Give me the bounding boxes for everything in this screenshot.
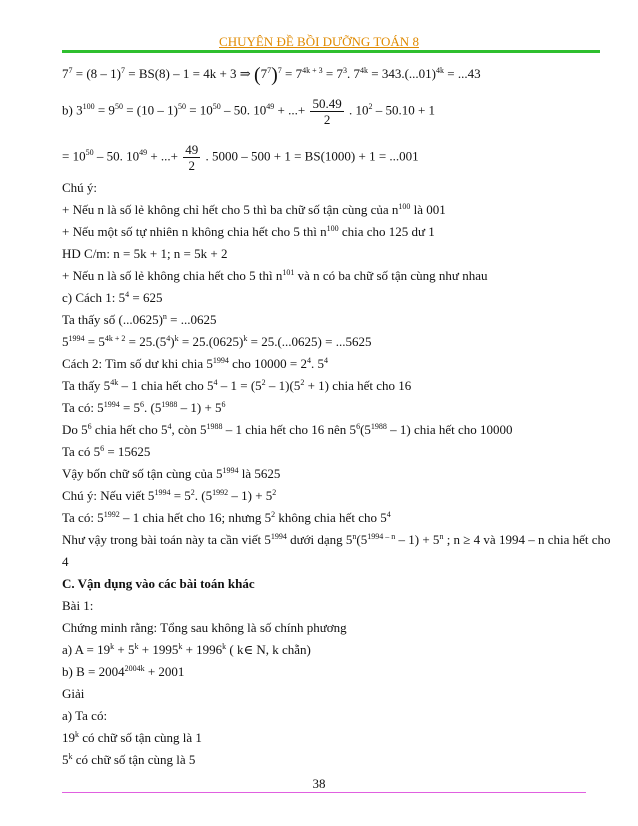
line-15 bbox=[62, 422, 513, 440]
sup: 6 bbox=[87, 422, 92, 431]
sup: 7 bbox=[277, 66, 282, 75]
line-9 bbox=[62, 290, 163, 308]
sup: 7 bbox=[121, 66, 125, 75]
text: ; n ≥ 4 và 1994 – n chia hết cho bbox=[443, 532, 611, 547]
text: + Nếu n là số lẻ không chỉ hết cho 5 thì ba chữ số tận cùng của n bbox=[62, 202, 399, 217]
sup: k bbox=[222, 642, 227, 651]
sup: 1994 bbox=[103, 400, 120, 409]
fraction bbox=[183, 142, 200, 173]
sup: 6 bbox=[140, 400, 145, 409]
sup: 100 bbox=[326, 224, 339, 233]
sup: k bbox=[134, 642, 139, 651]
sup: n bbox=[162, 312, 167, 321]
line-28: a) Ta có: bbox=[62, 708, 108, 723]
text: = 5 bbox=[170, 488, 191, 503]
sup: 50 bbox=[114, 102, 123, 112]
text: 7 bbox=[62, 66, 69, 81]
text: , còn 5 bbox=[171, 422, 207, 437]
sup: 4k + 3 bbox=[302, 66, 323, 75]
sup: 2 bbox=[368, 102, 373, 112]
fraction-numerator: 50.49 bbox=[312, 96, 342, 111]
sup: 2 bbox=[261, 378, 266, 387]
paren-open: ( bbox=[253, 64, 261, 86]
text: Cách 2: Tìm số dư khi chia 5 bbox=[62, 356, 213, 371]
text: – 50. 10 bbox=[93, 148, 140, 164]
sup: 6 bbox=[100, 444, 105, 453]
text: Chú ý: Nếu viết 5 bbox=[62, 488, 155, 503]
text: Ta thấy 5 bbox=[62, 378, 111, 393]
text: chia hết cho 5 bbox=[91, 422, 168, 437]
text: = BS(8) – 1 = 4k + 3 ⇒ bbox=[125, 66, 254, 81]
text: và n có ba chữ số tận cùng như nhau bbox=[294, 268, 488, 283]
sup: 4 bbox=[167, 422, 172, 431]
text: – 50. 10 bbox=[220, 102, 267, 118]
text: = 25.(5 bbox=[125, 334, 167, 349]
text: = ...0625 bbox=[166, 312, 217, 327]
sup: 7 bbox=[267, 66, 272, 75]
sup: 4k bbox=[110, 378, 119, 387]
text: Do 5 bbox=[62, 422, 88, 437]
sup: 50 bbox=[212, 102, 221, 112]
text: có chữ số tận cùng là 1 bbox=[79, 730, 202, 745]
text: + ...+ bbox=[147, 148, 182, 164]
text: . 5 bbox=[310, 356, 324, 371]
sup: 1992 bbox=[212, 488, 229, 497]
sup: k bbox=[75, 730, 79, 739]
section-heading-text: C. Vận dụng vào các bài toán khác bbox=[62, 576, 255, 591]
sup: 50 bbox=[177, 102, 186, 112]
text: = 7 bbox=[281, 66, 303, 81]
text: Ta có: 5 bbox=[62, 510, 104, 525]
header-title: CHUYÊN ĐỀ BỒI DƯỠNG TOÁN 8 bbox=[219, 34, 419, 49]
text: Như vậy trong bài toán này ta cần viết 5 bbox=[62, 532, 271, 547]
line-25 bbox=[62, 642, 311, 660]
text: + 1) chia hết cho 16 bbox=[304, 378, 412, 393]
line-11 bbox=[62, 334, 371, 352]
text: (5 bbox=[360, 422, 371, 437]
text: c) Cách 1: 5 bbox=[62, 290, 126, 305]
text: . 10 bbox=[345, 102, 369, 118]
line-29 bbox=[62, 730, 202, 748]
text: – 1)(5 bbox=[265, 378, 301, 393]
text: ( k∈ N, k chẵn) bbox=[226, 642, 311, 657]
text: – 1) + 5 bbox=[228, 488, 273, 503]
sup: 2 bbox=[272, 488, 277, 497]
section-heading bbox=[62, 576, 255, 592]
text: – 1) + 5 bbox=[395, 532, 440, 547]
text: là 5625 bbox=[238, 466, 281, 481]
text: b) B = 2004 bbox=[62, 664, 125, 679]
line-30 bbox=[62, 752, 195, 770]
text: Ta thấy số (...0625) bbox=[62, 312, 163, 327]
line-14 bbox=[62, 400, 226, 418]
sup: k bbox=[243, 334, 248, 343]
text: = 343.(...01) bbox=[368, 66, 436, 81]
line-3 bbox=[62, 142, 419, 173]
fraction bbox=[310, 96, 343, 127]
text: – 50.10 + 1 bbox=[372, 102, 436, 118]
text: chia cho 125 dư 1 bbox=[338, 224, 435, 239]
line-18 bbox=[62, 488, 276, 506]
paren-close: ) bbox=[271, 64, 278, 86]
sup: 4k bbox=[360, 66, 368, 75]
sup: 1994 bbox=[68, 334, 85, 343]
sup: n bbox=[439, 532, 444, 541]
sup: 4 bbox=[386, 510, 391, 519]
sup: 2 bbox=[190, 488, 195, 497]
text: 7 bbox=[260, 66, 268, 81]
line-16 bbox=[62, 444, 150, 462]
text: – 1 chia hết cho 5 bbox=[118, 378, 214, 393]
line-20 bbox=[62, 532, 611, 550]
footer-rule bbox=[62, 792, 586, 793]
text: = 5 bbox=[84, 334, 105, 349]
text: . (5 bbox=[194, 488, 213, 503]
text: . 7 bbox=[347, 66, 360, 81]
text: Ta có: 5 bbox=[62, 400, 104, 415]
text: = 25.(0625) bbox=[178, 334, 244, 349]
line-24: Chứng minh rằng: Tổng sau không là số chính phương bbox=[62, 620, 347, 635]
line-19 bbox=[62, 510, 391, 528]
line-2 bbox=[62, 96, 435, 127]
line-21: 4 bbox=[62, 554, 69, 569]
sup: 49 bbox=[139, 148, 148, 158]
text: = ...43 bbox=[444, 66, 481, 81]
line-26 bbox=[62, 664, 184, 682]
sup: 4k + 2 bbox=[104, 334, 126, 343]
sup: 1988 bbox=[206, 422, 223, 431]
fraction-denominator: 2 bbox=[323, 112, 331, 127]
sup: 2004k bbox=[124, 664, 145, 673]
sup: 50 bbox=[85, 148, 94, 158]
text: – 1) chia hết cho 10000 bbox=[386, 422, 513, 437]
line-23: Bài 1: bbox=[62, 598, 94, 613]
text: . 5000 – 500 + 1 = BS(1000) + 1 = ...001 bbox=[202, 148, 419, 164]
text: + 5 bbox=[114, 642, 135, 657]
sup: 4 bbox=[166, 334, 171, 343]
text: – 1) + 5 bbox=[177, 400, 222, 415]
sup: 1992 bbox=[103, 510, 120, 519]
header-rule bbox=[62, 50, 600, 53]
sup: 1988 bbox=[161, 400, 178, 409]
line-1 bbox=[62, 66, 481, 84]
text: + 1995 bbox=[138, 642, 179, 657]
text: 5 bbox=[62, 334, 69, 349]
text: dưới dạng 5 bbox=[286, 532, 353, 547]
sup: 4 bbox=[323, 356, 328, 365]
fraction-denominator: 2 bbox=[188, 158, 196, 173]
text: + Nếu n là số lẻ không chia hết cho 5 thì n bbox=[62, 268, 283, 283]
sup: 7 bbox=[68, 66, 73, 75]
line-7: HD C/m: n = 5k + 1; n = 5k + 2 bbox=[62, 246, 228, 261]
text: b) 3 bbox=[62, 102, 83, 118]
sup: 1994 – n bbox=[367, 532, 396, 541]
text: – 1 chia hết cho 16 nên 5 bbox=[222, 422, 357, 437]
sup: k bbox=[68, 752, 73, 761]
text: = 7 bbox=[322, 66, 343, 81]
text: – 1 = (5 bbox=[217, 378, 262, 393]
text: + ...+ bbox=[274, 102, 309, 118]
sup: 4 bbox=[306, 356, 311, 365]
sup: 3 bbox=[343, 66, 347, 75]
text: = (10 – 1) bbox=[122, 102, 178, 118]
sup: 100 bbox=[82, 102, 95, 112]
line-5 bbox=[62, 202, 446, 220]
line-12 bbox=[62, 356, 328, 374]
sup: 4k bbox=[436, 66, 444, 75]
text: 19 bbox=[62, 730, 75, 745]
text: ) bbox=[170, 334, 175, 349]
text: = 625 bbox=[129, 290, 163, 305]
sup: 1994 bbox=[154, 488, 171, 497]
line-10 bbox=[62, 312, 217, 330]
sup: 1994 bbox=[212, 356, 229, 365]
sup: 6 bbox=[356, 422, 361, 431]
sup: 2 bbox=[300, 378, 305, 387]
sup: n bbox=[352, 532, 357, 541]
line-13 bbox=[62, 378, 411, 396]
sup: 6 bbox=[221, 400, 226, 409]
text: + Nếu một số tự nhiên n không chia hết cho 5 thì n bbox=[62, 224, 327, 239]
sup: 100 bbox=[398, 202, 411, 211]
text: + 2001 bbox=[144, 664, 185, 679]
sup: 1994 bbox=[222, 466, 239, 475]
text: có chữ số tận cùng là 5 bbox=[72, 752, 196, 767]
text: = 5 bbox=[119, 400, 141, 415]
text: = 15625 bbox=[104, 444, 151, 459]
line-4: Chú ý: bbox=[62, 180, 98, 195]
line-17 bbox=[62, 466, 280, 484]
text: cho 10000 = 2 bbox=[228, 356, 307, 371]
text: = 10 bbox=[62, 148, 86, 164]
line-27: Giải bbox=[62, 686, 85, 701]
text: – 1 chia hết cho 16; nhưng 5 bbox=[119, 510, 272, 525]
text: a) A = 19 bbox=[62, 642, 111, 657]
text: là 001 bbox=[410, 202, 446, 217]
sup: 101 bbox=[282, 268, 295, 277]
text: Vậy bốn chữ số tận cùng của 5 bbox=[62, 466, 223, 481]
sup: k bbox=[178, 642, 183, 651]
sup: 1988 bbox=[370, 422, 387, 431]
text: = 25.(...0625) = ...5625 bbox=[247, 334, 372, 349]
text: Ta có 5 bbox=[62, 444, 101, 459]
sup: k bbox=[110, 642, 115, 651]
text: 5 bbox=[62, 752, 69, 767]
text: không chia hết cho 5 bbox=[275, 510, 387, 525]
sup: 49 bbox=[266, 102, 275, 112]
text: = (8 – 1) bbox=[72, 66, 121, 81]
line-8 bbox=[62, 268, 488, 286]
text: = 9 bbox=[94, 102, 115, 118]
text: . (5 bbox=[144, 400, 162, 415]
sup: 4 bbox=[213, 378, 218, 387]
sup: 2 bbox=[271, 510, 276, 519]
sup: 1994 bbox=[270, 532, 287, 541]
text: (5 bbox=[356, 532, 368, 547]
text: + 1996 bbox=[182, 642, 223, 657]
page-number: 38 bbox=[312, 776, 326, 791]
line-6 bbox=[62, 224, 435, 242]
sup: 4 bbox=[125, 290, 130, 299]
sup: k bbox=[174, 334, 179, 343]
text: = 10 bbox=[185, 102, 213, 118]
fraction-numerator: 49 bbox=[185, 142, 199, 157]
